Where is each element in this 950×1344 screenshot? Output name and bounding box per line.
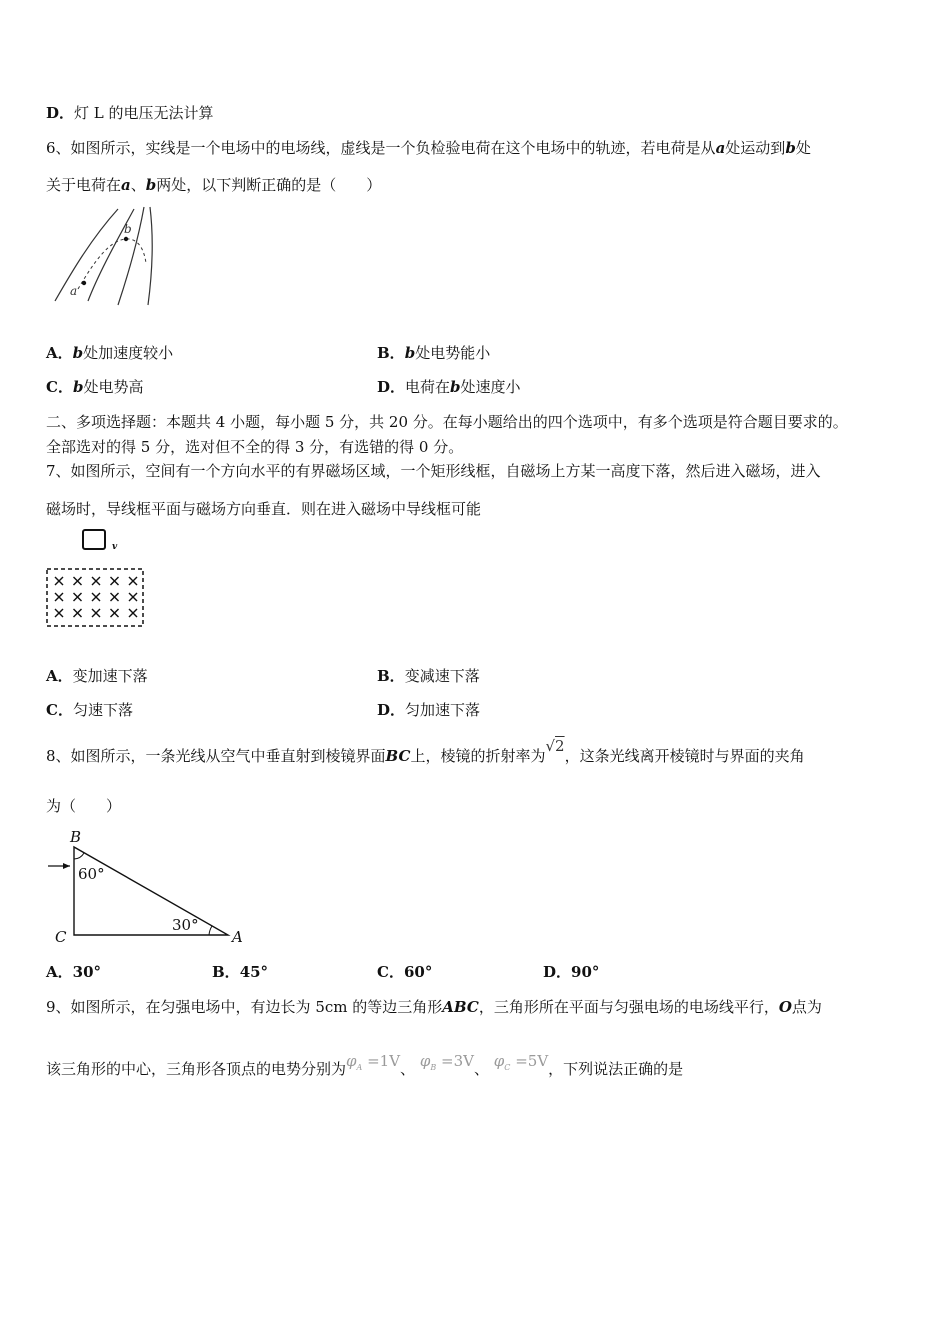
prism-triangle: [74, 847, 228, 935]
option-text: 90°: [571, 963, 600, 981]
q7-option-d[interactable]: [377, 699, 480, 720]
phi-symbol: φ: [346, 1052, 357, 1070]
field-cross-mark: [92, 593, 100, 601]
phi-value: =3V: [441, 1052, 474, 1070]
field-cross-mark: [55, 593, 63, 601]
field-cross-mark: [74, 609, 82, 617]
option-text: 60°: [403, 963, 433, 981]
q6-option-a[interactable]: [46, 342, 173, 363]
q7-option-c[interactable]: [46, 699, 133, 720]
option-label: B．: [377, 667, 405, 685]
q6-text: 两处，以下判断正确的是（ ）: [156, 176, 382, 194]
vertex-c: C: [55, 928, 67, 946]
field-cross-mark: [129, 593, 137, 601]
q8-prism-figure: [44, 825, 254, 945]
q9-text: 该三角形的中心，三角形各顶点的电势分别为: [46, 1060, 347, 1078]
separator: 、: [473, 1060, 489, 1078]
option-text: 处加速度较小: [83, 344, 174, 362]
center-o: O: [778, 998, 792, 1016]
option-text: 匀加速下落: [405, 701, 481, 719]
q7-stem-line1: 7、如图所示，空间有一个方向水平的有界磁场区域，一个矩形线框，自磁场上方某一高度下落，然后进入磁场，进入: [46, 462, 821, 480]
separator: 、: [400, 1060, 416, 1078]
q5-option-d: [46, 102, 214, 123]
q7-option-b[interactable]: [377, 665, 480, 686]
point-a: [82, 281, 86, 285]
q9-text: 9、如图所示，在匀强电场中，有边长为 5cm 的等边三角形: [46, 998, 443, 1016]
phi-symbol: φ: [419, 1052, 431, 1070]
interface-bc: BC: [385, 747, 411, 765]
section2-instructions-line2: 全部选对的得 5 分，选对但不全的得 3 分，有选错的得 0 分。: [46, 438, 464, 456]
phi-subscript: B: [430, 1063, 437, 1072]
q7-magnetic-field-figure: [46, 528, 156, 633]
wire-frame: [83, 530, 105, 549]
q8-option-c[interactable]: [377, 961, 432, 982]
q8-text: 8、如图所示，一条光线从空气中垂直射到棱镜界面: [46, 747, 386, 765]
var-a: a: [715, 139, 726, 157]
sqrt-expression: √2: [545, 737, 565, 755]
var-b: b: [404, 344, 416, 362]
option-text: 45°: [239, 963, 269, 981]
angle-b-label: 60°: [78, 865, 105, 883]
q8-option-a[interactable]: [46, 961, 101, 982]
q9-text: 点为: [791, 998, 822, 1016]
q8-text: 上，棱镜的折射率为: [410, 747, 546, 765]
option-text: 变加速下落: [72, 667, 148, 685]
phi-a-expression: [346, 1052, 400, 1070]
q8-stem-line1: [46, 737, 805, 766]
vertex-a: A: [232, 928, 243, 946]
var-b: b: [145, 176, 157, 194]
option-label: B．: [212, 963, 240, 981]
field-cross-mark: [111, 609, 119, 617]
field-cross-mark: [129, 609, 137, 617]
field-cross-mark: [111, 593, 119, 601]
option-label: D．: [46, 104, 75, 122]
separator: 、: [130, 176, 146, 194]
q9-text: ，下列说法正确的是: [548, 1060, 684, 1078]
q9-stem-line2: [46, 1052, 684, 1080]
option-text: 处速度小: [460, 378, 521, 396]
option-label: D．: [543, 963, 572, 981]
option-text: 处电势高: [83, 378, 144, 396]
q9-text: ，三角形所在平面与匀强电场的电场线平行，: [478, 998, 779, 1016]
field-cross-mark: [92, 577, 100, 585]
field-line: [55, 209, 118, 301]
field-cross-mark: [129, 577, 137, 585]
field-cross-mark: [92, 609, 100, 617]
phi-value: =5V: [515, 1052, 549, 1070]
option-text: 30°: [72, 963, 102, 981]
q6-option-b[interactable]: [377, 342, 490, 363]
q8-text: ，这条光线离开棱镜时与界面的夹角: [564, 747, 805, 765]
option-label: D．: [377, 378, 406, 396]
field-crosses: [55, 577, 137, 617]
option-label: A．: [46, 963, 73, 981]
phi-b-expression: [415, 1052, 474, 1070]
option-text: 电荷在: [405, 378, 451, 396]
velocity-label: v: [112, 542, 118, 552]
option-text: 灯 L 的电压无法计算: [74, 104, 214, 122]
q6-text: 关于电荷在: [46, 176, 122, 194]
var-a: a: [121, 176, 131, 194]
phi-c-expression: [489, 1052, 548, 1070]
phi-symbol: φ: [493, 1052, 505, 1070]
option-label: C．: [46, 378, 73, 396]
field-cross-mark: [111, 577, 119, 585]
var-b: b: [72, 378, 84, 396]
q6-text: 6、如图所示，实线是一个电场中的电场线，虚线是一个负检验电荷在这个电场中的轨迹，若电荷是从: [46, 139, 716, 157]
sqrt-radicand: 2: [555, 737, 565, 755]
q6-text: 处运动到: [725, 139, 786, 157]
vertex-b: B: [70, 828, 82, 846]
angle-b-arc: [74, 853, 84, 859]
angle-a-label: 30°: [172, 916, 199, 934]
option-text: 匀速下落: [72, 701, 133, 719]
phi-subscript: C: [504, 1063, 511, 1072]
field-cross-mark: [55, 577, 63, 585]
q8-option-b[interactable]: [212, 961, 268, 982]
var-b: b: [450, 378, 461, 396]
q8-option-d[interactable]: [543, 961, 599, 982]
q7-stem-line2: 磁场时，导线框平面与磁场方向垂直．则在进入磁场中导线框可能: [46, 500, 482, 518]
q7-option-a[interactable]: [46, 665, 148, 686]
q6-text: 处: [795, 139, 811, 157]
label-a: a: [70, 284, 78, 298]
q6-stem-line1: [46, 137, 811, 158]
option-label: D．: [377, 701, 406, 719]
field-cross-mark: [74, 593, 82, 601]
option-label: B．: [377, 344, 405, 362]
arrow-head: [63, 863, 70, 869]
phi-subscript: A: [356, 1063, 363, 1072]
phi-value: =1V: [367, 1052, 401, 1070]
q6-option-d[interactable]: [377, 376, 521, 397]
field-cross-mark: [74, 577, 82, 585]
q8-stem-line2: 为（ ）: [46, 797, 122, 815]
option-label: A．: [46, 667, 73, 685]
var-b: b: [72, 344, 84, 362]
option-text: 处电势能小: [415, 344, 491, 362]
q9-stem-line1: [46, 996, 822, 1017]
point-b: [124, 237, 128, 241]
field-line: [148, 207, 152, 305]
option-label: A．: [46, 344, 73, 362]
q6-field-figure: [50, 205, 160, 310]
option-label: C．: [46, 701, 73, 719]
triangle-abc: ABC: [442, 998, 479, 1016]
section2-instructions-line1: 二、多项选择题：本题共 4 小题，每小题 5 分，共 20 分。在每小题给出的四个选项中，有多个选项是符合题目要求的。: [46, 413, 848, 431]
q6-option-c[interactable]: [46, 376, 143, 397]
q6-stem-line2: [46, 174, 381, 195]
field-cross-mark: [55, 609, 63, 617]
option-label: C．: [377, 963, 404, 981]
var-b: b: [785, 139, 796, 157]
angle-a-arc: [209, 926, 212, 935]
label-b: b: [124, 222, 132, 236]
option-text: 变减速下落: [404, 667, 480, 685]
